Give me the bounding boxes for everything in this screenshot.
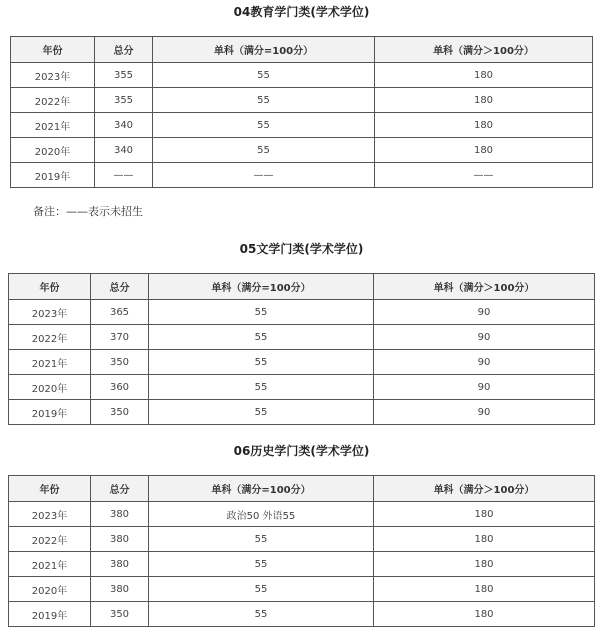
header-single-over-100: 单科（满分＞100分） [374, 476, 595, 502]
cell-year: 2021年 [9, 350, 91, 375]
cell-single-100: 政治50 外语55 [149, 502, 374, 527]
cell-total: 350 [91, 350, 149, 375]
cell-single-over-100: —— [375, 163, 593, 188]
header-single-100: 单科（满分=100分） [149, 476, 374, 502]
cell-single-100: 55 [149, 350, 374, 375]
cell-single-over-100: 180 [374, 602, 595, 627]
table-row [9, 400, 595, 425]
cell-single-100: 55 [153, 63, 375, 88]
table-header-row [11, 37, 593, 63]
cell-total: 350 [91, 602, 149, 627]
table-header-row [9, 274, 595, 300]
cell-single-over-100: 90 [374, 300, 595, 325]
score-table-education [10, 36, 593, 188]
cell-single-100: —— [153, 163, 375, 188]
header-single-100: 单科（满分=100分） [153, 37, 375, 63]
cell-year: 2019年 [9, 602, 91, 627]
cell-year: 2022年 [9, 325, 91, 350]
section-title-literature: 05文学门类(学术学位) [239, 242, 364, 256]
cell-total: 355 [95, 88, 153, 113]
header-year: 年份 [9, 274, 91, 300]
cell-total: 360 [91, 375, 149, 400]
cell-single-over-100: 180 [375, 63, 593, 88]
cell-total: 355 [95, 63, 153, 88]
header-total: 总分 [91, 476, 149, 502]
score-table-history [8, 475, 595, 627]
table-row [11, 113, 593, 138]
table-row [9, 602, 595, 627]
table-row [9, 502, 595, 527]
cell-single-over-100: 90 [374, 375, 595, 400]
score-table-literature [8, 273, 595, 425]
cell-single-over-100: 180 [375, 88, 593, 113]
cell-total: 340 [95, 138, 153, 163]
cell-year: 2020年 [9, 375, 91, 400]
section-title-history: 06历史学门类(学术学位) [233, 444, 370, 458]
table-header-row [9, 476, 595, 502]
cell-year: 2023年 [11, 63, 95, 88]
cell-single-100: 55 [149, 602, 374, 627]
cell-year: 2023年 [9, 300, 91, 325]
table-row [9, 325, 595, 350]
table-row [9, 527, 595, 552]
cell-total: 370 [91, 325, 149, 350]
cell-single-100: 55 [149, 577, 374, 602]
table-row [11, 138, 593, 163]
cell-year: 2021年 [9, 552, 91, 577]
cell-single-over-100: 180 [374, 527, 595, 552]
cell-single-over-100: 180 [375, 138, 593, 163]
cell-total: 380 [91, 577, 149, 602]
cell-single-over-100: 180 [374, 502, 595, 527]
cell-year: 2021年 [11, 113, 95, 138]
cell-total: 380 [91, 527, 149, 552]
header-year: 年份 [11, 37, 95, 63]
header-year: 年份 [9, 476, 91, 502]
cell-year: 2020年 [9, 577, 91, 602]
cell-single-100: 55 [149, 552, 374, 577]
cell-single-100: 55 [149, 400, 374, 425]
cell-total: 365 [91, 300, 149, 325]
table-row [9, 300, 595, 325]
header-total: 总分 [91, 274, 149, 300]
table-row [11, 88, 593, 113]
cell-year: 2019年 [9, 400, 91, 425]
cell-total: 380 [91, 552, 149, 577]
cell-single-over-100: 90 [374, 350, 595, 375]
cell-year: 2019年 [11, 163, 95, 188]
cell-year: 2020年 [11, 138, 95, 163]
cell-single-100: 55 [153, 113, 375, 138]
cell-total: —— [95, 163, 153, 188]
cell-single-over-100: 180 [375, 113, 593, 138]
cell-single-100: 55 [153, 138, 375, 163]
cell-total: 380 [91, 502, 149, 527]
cell-single-over-100: 90 [374, 325, 595, 350]
cell-single-100: 55 [149, 325, 374, 350]
header-single-over-100: 单科（满分＞100分） [374, 274, 595, 300]
cell-single-100: 55 [149, 300, 374, 325]
cell-single-100: 55 [149, 375, 374, 400]
table-row [9, 375, 595, 400]
header-single-over-100: 单科（满分＞100分） [375, 37, 593, 63]
table-row [9, 350, 595, 375]
cell-single-over-100: 90 [374, 400, 595, 425]
table-row [11, 163, 593, 188]
cell-year: 2023年 [9, 502, 91, 527]
cell-single-over-100: 180 [374, 552, 595, 577]
cell-year: 2022年 [11, 88, 95, 113]
header-total: 总分 [95, 37, 153, 63]
cell-single-100: 55 [149, 527, 374, 552]
cell-single-100: 55 [153, 88, 375, 113]
section-title-education: 04教育学门类(学术学位) [233, 5, 370, 19]
cell-single-over-100: 180 [374, 577, 595, 602]
table-row [9, 552, 595, 577]
table-row [9, 577, 595, 602]
cell-total: 350 [91, 400, 149, 425]
header-single-100: 单科（满分=100分） [149, 274, 374, 300]
footnote: 备注：——表示未招生 [33, 205, 143, 218]
cell-year: 2022年 [9, 527, 91, 552]
table-row [11, 63, 593, 88]
cell-total: 340 [95, 113, 153, 138]
